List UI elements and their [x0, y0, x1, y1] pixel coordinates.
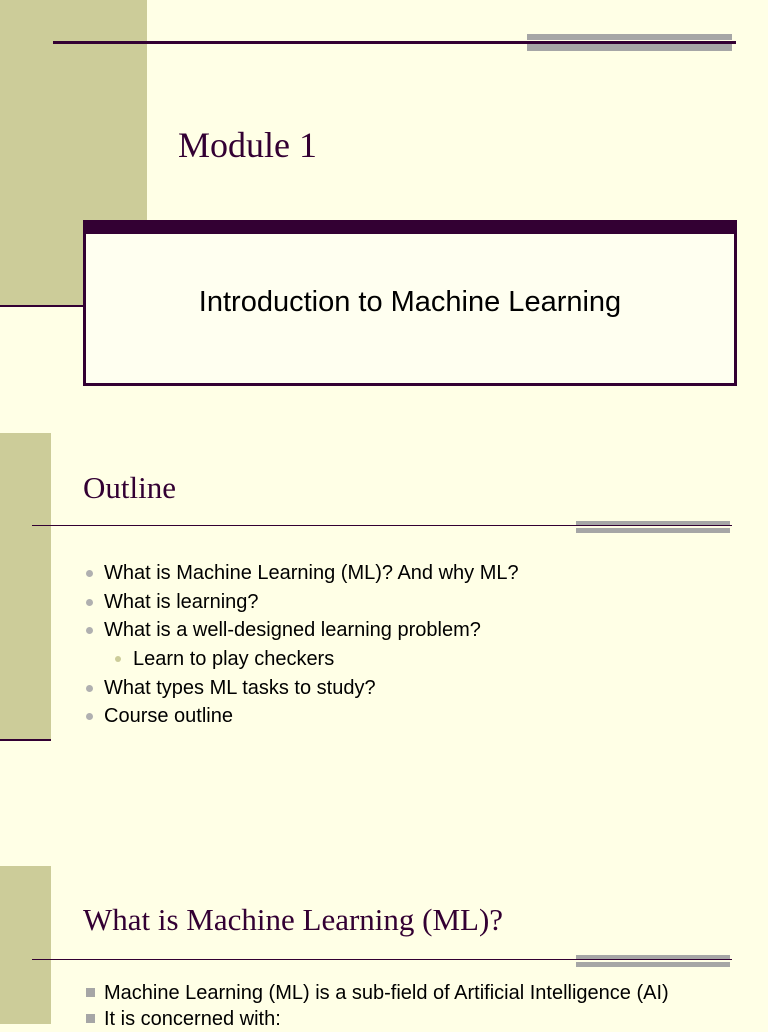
outline-item-text: What is Machine Learning (ML)? And why ML?	[104, 562, 519, 584]
outline-item-text: What is a well-designed learning problem?	[104, 619, 481, 642]
slide1-left-rule	[0, 305, 85, 307]
slide3-title: What is Machine Learning (ML)?	[83, 902, 504, 937]
outline-item	[86, 559, 519, 588]
slide1-subtitle: Introduction to Machine Learning	[198, 286, 622, 318]
bullet-icon	[86, 599, 93, 606]
definition-list	[86, 980, 669, 1032]
slide2-sidebar-rule	[0, 739, 51, 741]
slide2-gray-bar	[576, 521, 730, 533]
square-bullet-icon	[86, 1014, 95, 1023]
slide3-gray-bar	[576, 955, 730, 967]
square-bullet-icon	[86, 988, 95, 997]
outline-subitem	[86, 645, 519, 674]
definition-item-text: It is concerned with:	[104, 1008, 281, 1030]
outline-list	[86, 559, 519, 731]
slide1-title: Module 1	[178, 125, 317, 165]
outline-item	[86, 616, 519, 645]
slide1-subtitle-box	[83, 220, 737, 386]
outline-item	[86, 588, 519, 617]
slide3-sidebar-decoration	[0, 866, 51, 1024]
bullet-icon	[86, 685, 93, 692]
outline-item-text: Learn to play checkers	[133, 648, 335, 671]
slide2-sidebar-decoration	[0, 433, 51, 740]
bullet-icon	[86, 713, 93, 720]
outline-item-text: What types ML tasks to study?	[104, 676, 376, 699]
definition-item-text: Machine Learning (ML) is a sub-field of Artificial Intelligence (AI)	[104, 982, 669, 1004]
definition-item	[86, 980, 669, 1006]
bullet-icon	[86, 627, 93, 634]
bullet-icon	[86, 570, 93, 577]
slide2-title: Outline	[83, 470, 176, 505]
outline-item	[86, 702, 519, 731]
definition-item	[86, 1006, 669, 1032]
slide1-gray-bar	[527, 34, 732, 51]
outline-item-text: Course outline	[104, 705, 233, 728]
outline-item-text: What is learning?	[104, 590, 259, 613]
bullet-icon	[115, 656, 121, 662]
outline-item	[86, 674, 519, 703]
